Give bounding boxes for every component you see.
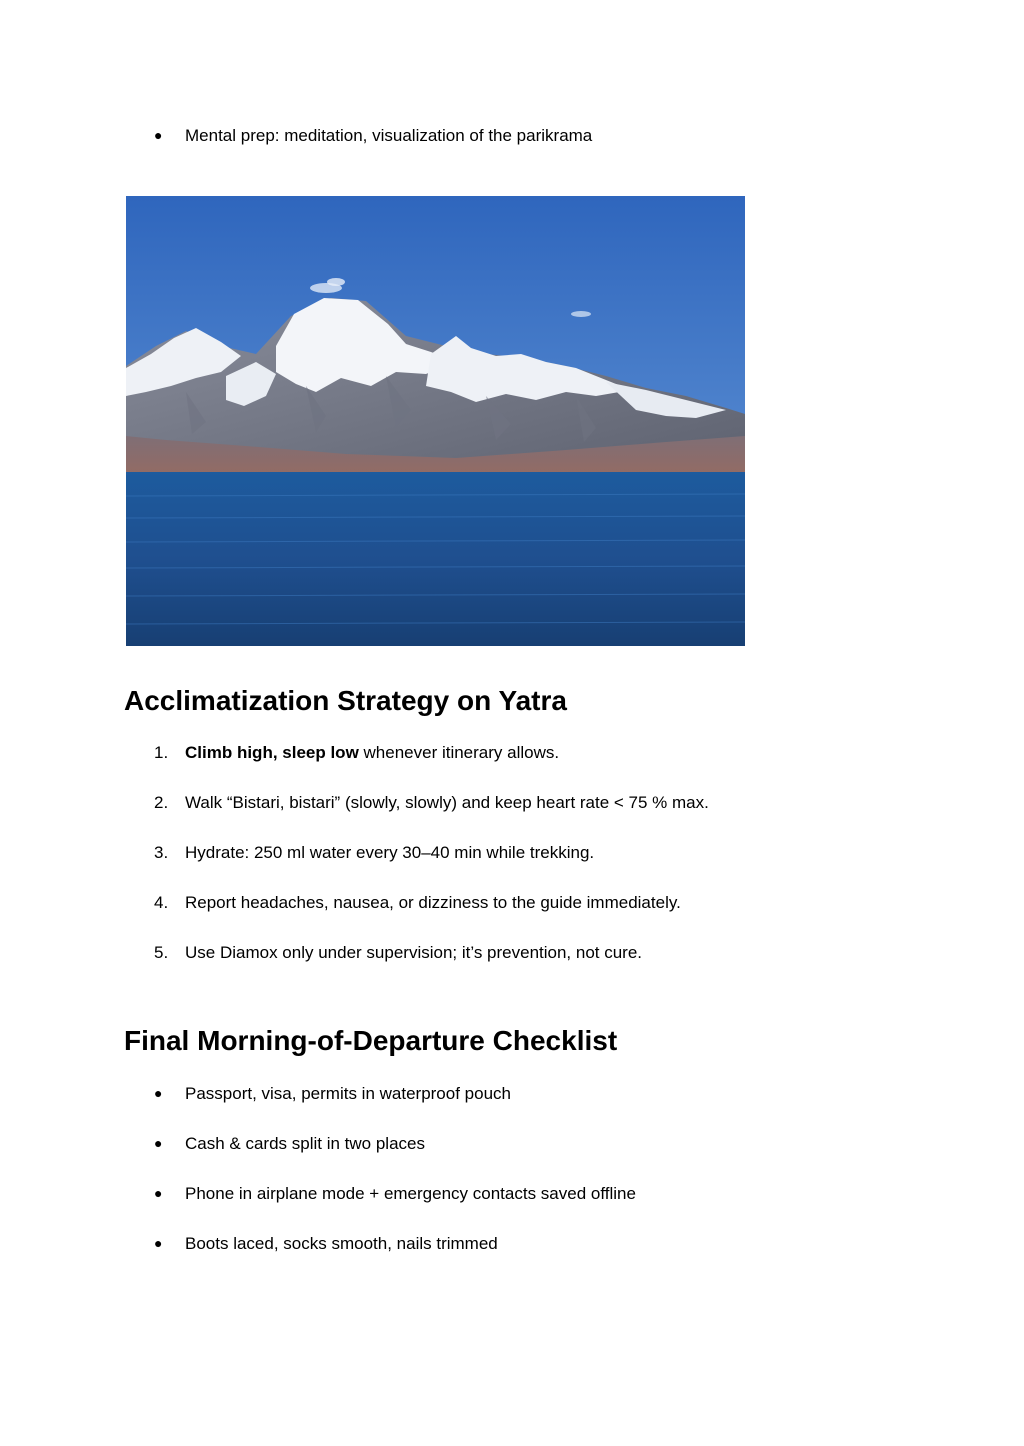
list-item-text: Use Diamox only under supervision; it’s prevention, not cure.: [185, 943, 643, 962]
bullet-icon: ●: [154, 1185, 163, 1201]
list-item: [154, 841, 594, 865]
list-item-text: Walk “Bistari, bistari” (slowly, slowly) and keep heart rate < 75 % max.: [185, 793, 709, 812]
bullet-icon: ●: [154, 127, 163, 143]
list-item: [154, 941, 642, 965]
list-item-text: Cash & cards split in two places: [185, 1134, 425, 1153]
list-item-text: Boots laced, socks smooth, nails trimmed: [185, 1234, 498, 1253]
list-item-text: Mental prep: meditation, visualization of the parikrama: [185, 126, 593, 145]
section-heading-acclimatization: Acclimatization Strategy on Yatra: [124, 685, 567, 716]
list-item: [154, 891, 681, 915]
list-item: [154, 1131, 425, 1155]
list-item: [154, 791, 709, 815]
list-item: [154, 1181, 636, 1205]
bullet-icon: ●: [154, 1085, 163, 1101]
bullet-icon: ●: [154, 1235, 163, 1251]
list-item-text: Report headaches, nausea, or dizziness to the guide immediately.: [185, 893, 681, 912]
list-number: 4.: [154, 893, 169, 912]
list-item-text: Passport, visa, permits in waterproof pouch: [185, 1084, 511, 1103]
list-number: 3.: [154, 843, 169, 862]
list-item: [154, 1231, 498, 1255]
bullet-icon: ●: [154, 1135, 163, 1151]
list-item-text: Phone in airplane mode + emergency contacts saved offline: [185, 1184, 636, 1203]
list-number: 5.: [154, 943, 169, 962]
list-number: 1.: [154, 743, 169, 762]
list-item: [154, 123, 592, 147]
list-item: [154, 1081, 511, 1105]
photo-illustration: [126, 196, 745, 646]
list-item-text: Hydrate: 250 ml water every 30–40 min while trekking.: [185, 843, 595, 862]
list-item-bold-text: Climb high, sleep low: [185, 743, 359, 762]
mountain-lake-photo: [126, 196, 745, 646]
section-heading-checklist: Final Morning-of-Departure Checklist: [124, 1025, 618, 1056]
list-item-text: whenever itinerary allows.: [358, 743, 560, 762]
list-item: [154, 741, 559, 765]
list-number: 2.: [154, 793, 169, 812]
